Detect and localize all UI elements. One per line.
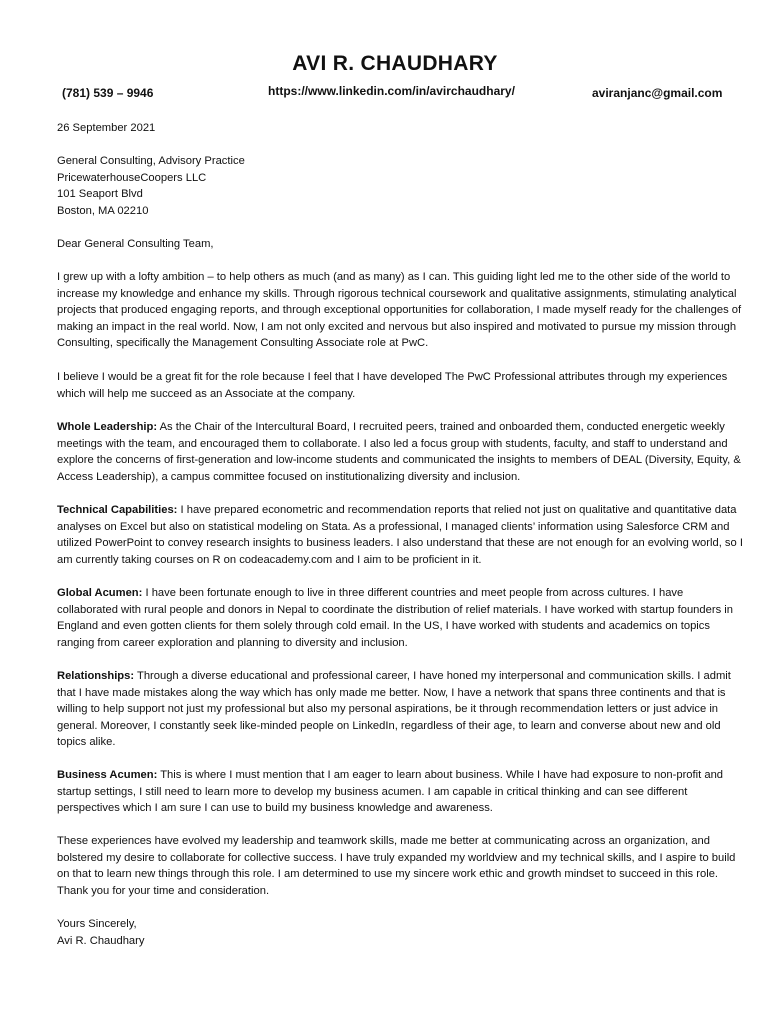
paragraph-text: As the Chair of the Intercultural Board, I recruited peers, trained and onboarded them, conducted energetic weekly meetings with the team, and encouraged them to collaborate. I also led a focus group with students, faculty, and staff to understand and explore the concerns of first-generation and low-income students and communicated the insights to members of DEAL (Diversity, Equity, & Access Leadership), a campus committee focused on institutionalizing diversity and inclusion. xyxy=(57,421,741,483)
paragraph-text: I have prepared econometric and recommendation reports that relied not just on qualitative and quantitative data analyses on Excel but also on statistical modeling on Stata. As a professional, I managed clients’ information using Salesforce CRM and utilized PowerPoint to convey research insights to business leaders. I also understand that these are not enough for an evolving world, so I am currently taking courses on R on codeacademy.com and I aim to be proficient in it. xyxy=(57,504,743,566)
salutation xyxy=(57,236,745,253)
paragraph-technical xyxy=(57,502,745,568)
paragraph-global xyxy=(57,585,745,651)
recipient-address xyxy=(57,153,745,219)
phone-number: (781) 539 – 9946 xyxy=(62,86,154,100)
paragraph-business xyxy=(57,767,745,817)
paragraph-leadership xyxy=(57,419,745,485)
salutation-text: Dear General Consulting Team, xyxy=(57,238,214,250)
paragraph-fit xyxy=(57,369,745,402)
email-address[interactable]: aviranjanc@gmail.com xyxy=(592,86,723,100)
recipient-line: Boston, MA 02210 xyxy=(57,204,149,217)
date-text: 26 September 2021 xyxy=(57,122,156,134)
paragraph-text: These experiences have evolved my leadership and teamwork skills, made me better at communicating across an organization, and bolstered my desire to collaborate for collective success. I have truly expanded my worldview and my technical skills, and I aspire to build on that to learn new things through this role. I am determined to use my sincere work ethic and growth mindset to succeed in this role. Thank you for your time and consideration. xyxy=(57,835,736,897)
signoff-name: Avi R. Chaudhary xyxy=(57,934,145,947)
paragraph-relationships xyxy=(57,668,745,751)
paragraph-text: I have been fortunate enough to live in three different countries and meet people from across cultures. I have collaborated with rural people and donors in Nepal to coordinate the distribution of relief materials. I have worked with startup founders in England and even gotten clients for them solely through cold email. In the US, I have worked with students and academics on topics ranging from career exploration and planning to diversity and inclusion. xyxy=(57,587,733,649)
letter-date xyxy=(57,120,745,137)
applicant-name: AVI R. CHAUDHARY xyxy=(292,52,498,75)
recipient-line: 101 Seaport Blvd xyxy=(57,188,143,201)
section-label: Relationships: xyxy=(57,670,135,682)
paragraph-text: Through a diverse educational and professional career, I have honed my interpersonal and communication skills. I admit that I have made mistakes along the way which has only made me better. Now, I have a network that spans three continents and that is willing to help support not just my professional but also my personal aspirations, be it through recommendation letters or just advice in general. Moreover, I constantly seek like-minded people on LinkedIn, regardless of their age, to learn and converse about new and old topics alike. xyxy=(57,670,731,749)
recipient-line: PricewaterhouseCoopers LLC xyxy=(57,171,207,184)
section-label: Global Acumen: xyxy=(57,587,143,599)
paragraph-text: This is where I must mention that I am eager to learn about business. While I have had exposure to non-profit and startup settings, I still need to learn more to develop my business acumen. I am capable in critical thinking and can see different perspectives which I am sure I can use to build my business knowledge and awareness. xyxy=(57,769,724,815)
paragraph-text: I believe I would be a great fit for the role because I feel that I have developed The PwC Professional attributes through my experiences which will help me succeed as an Associate at the company. xyxy=(57,371,728,400)
linkedin-url[interactable]: https://www.linkedin.com/in/avirchaudhary/ xyxy=(268,84,515,98)
paragraph-intro xyxy=(57,269,745,352)
signoff xyxy=(57,916,745,949)
paragraph-text: I grew up with a lofty ambition – to help others as much (and as many) as I can. This guiding light led me to the other side of the world to increase my knowledge and enhance my skills. Through rigorous technical coursework and qualitative assignments, stimulating analytical projects that produced engaging reports, and through exceptional opportunities for collaboration, I made myself ready for the challenges of making an impact in the real world. Now, I am not only excited and nervous but also inspired and motivated to pursue my mission through Consulting, specifically the Management Consulting Associate role at PwC. xyxy=(57,271,742,350)
paragraph-closing xyxy=(57,833,745,899)
section-label: Business Acumen: xyxy=(57,769,158,781)
recipient-line: General Consulting, Advisory Practice xyxy=(57,155,245,167)
signoff-line: Yours Sincerely, xyxy=(57,918,137,930)
section-label: Technical Capabilities: xyxy=(57,504,178,516)
section-label: Whole Leadership: xyxy=(57,421,158,433)
